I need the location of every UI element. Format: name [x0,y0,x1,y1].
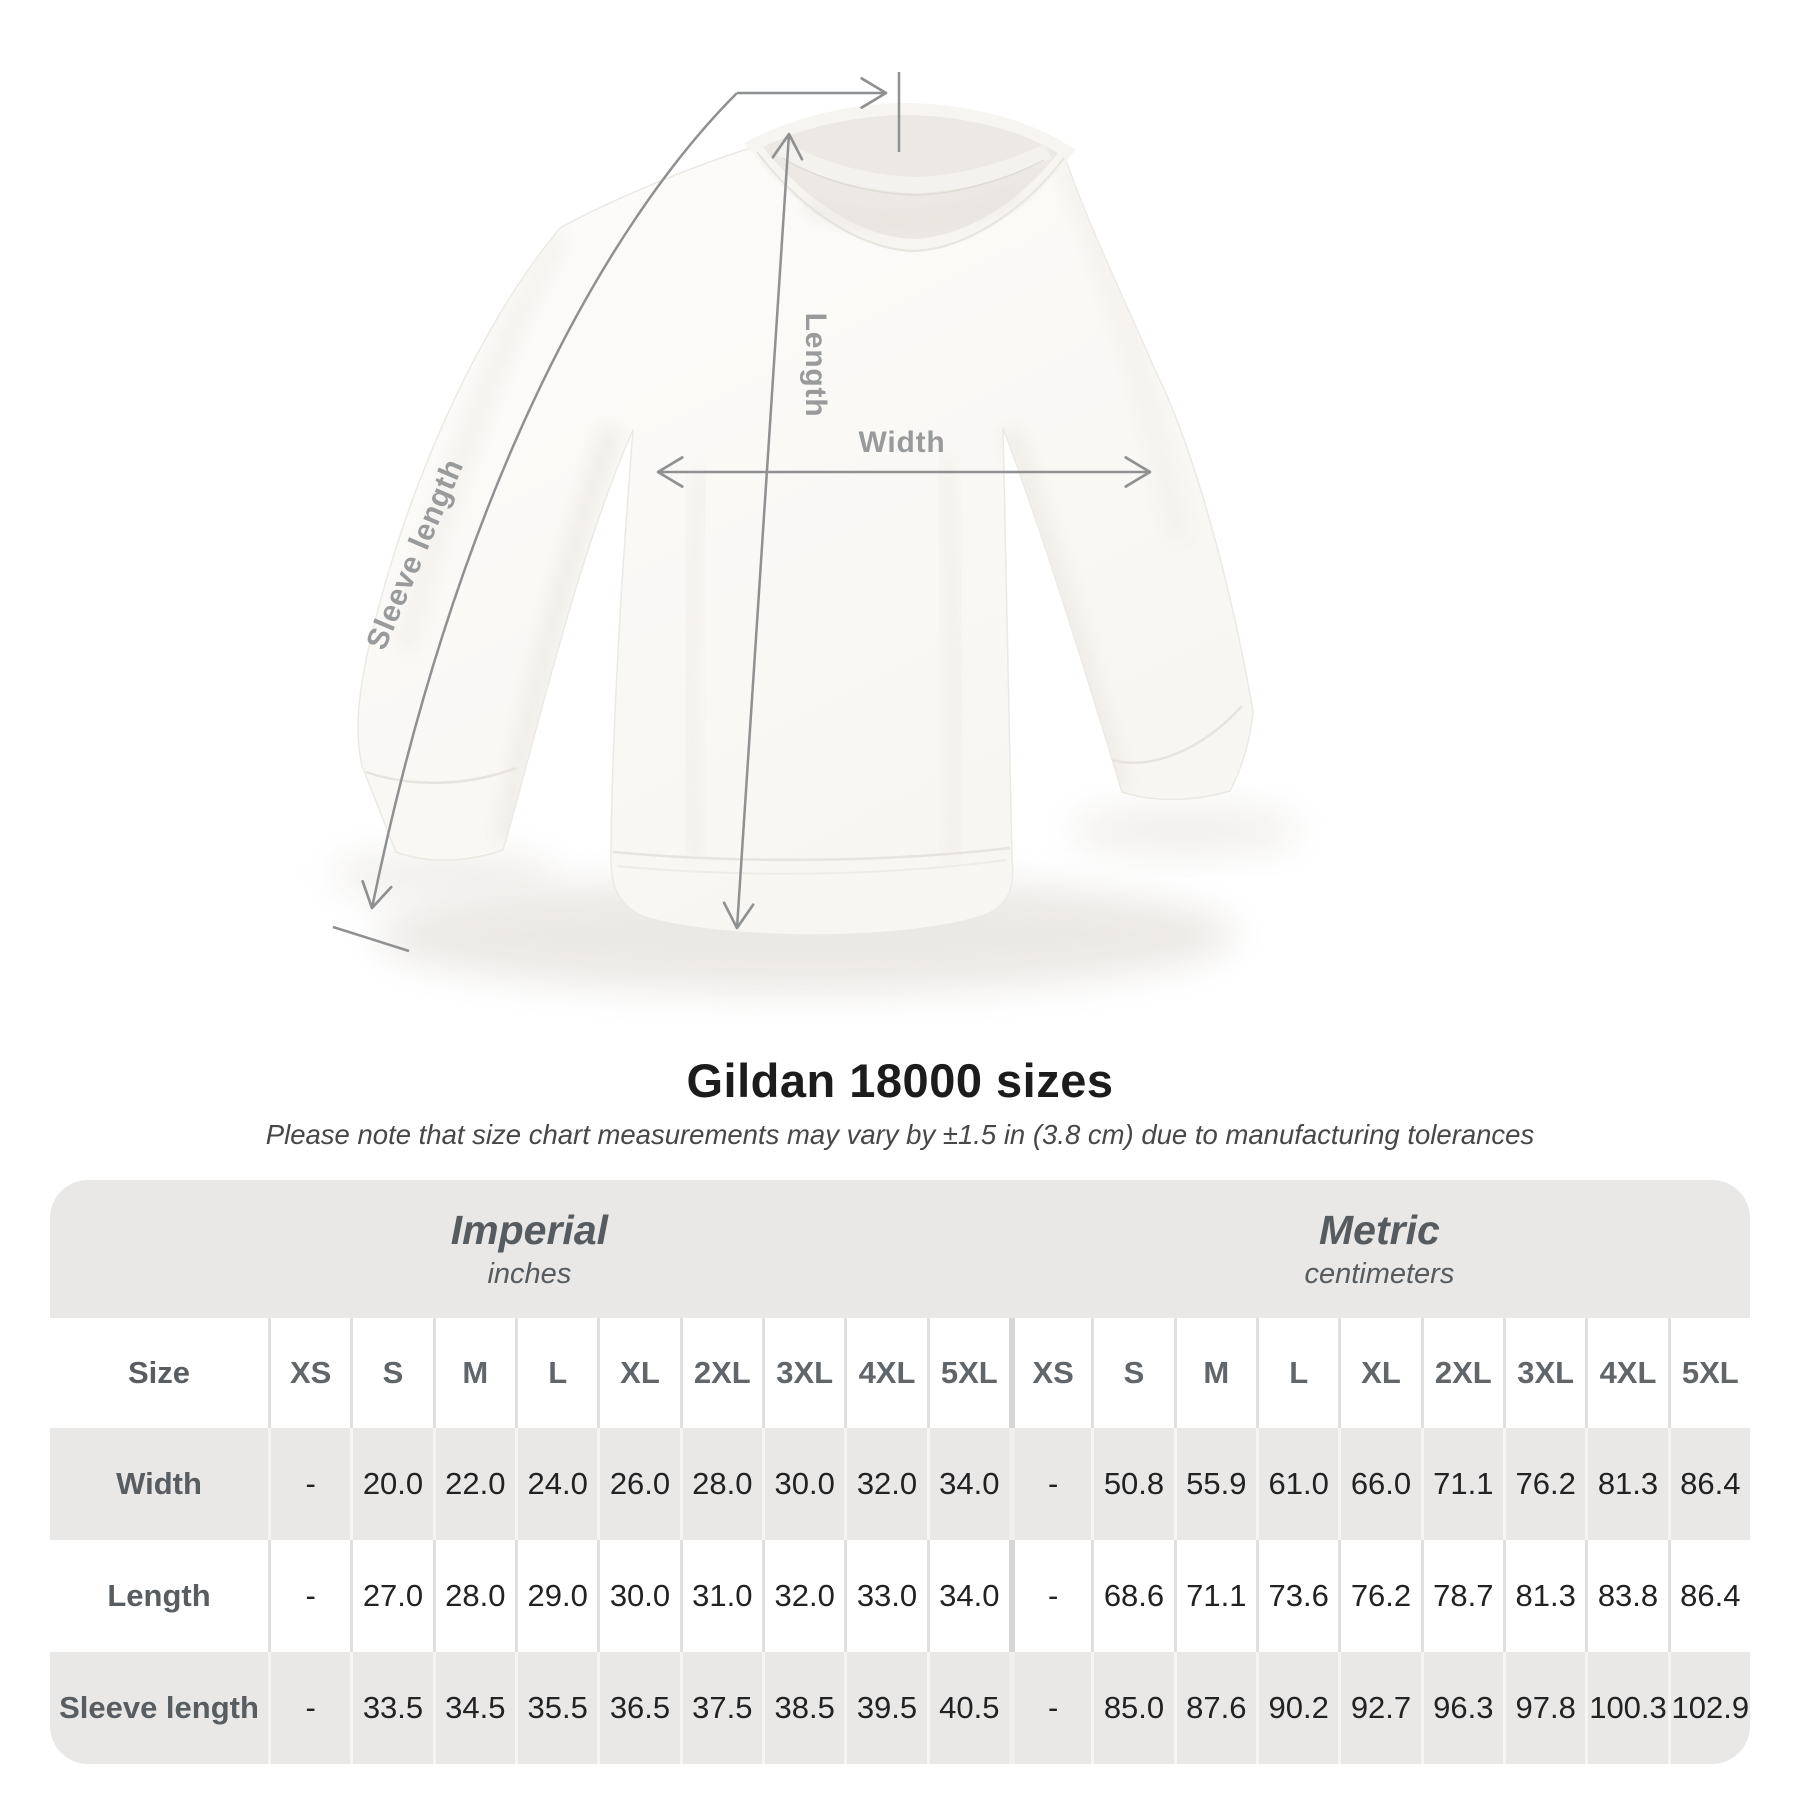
row-label: Sleeve length [59,1690,259,1725]
size-col-header-imperial-xl: XL [597,1318,679,1428]
page-title: Gildan 18000 sizes [686,1054,1114,1107]
sleeve-measure-label: Sleeve length [360,454,471,655]
size-col-header-metric-m: M [1174,1318,1256,1428]
value-cell: 34.5 [433,1652,515,1764]
value-cell: - [1009,1428,1091,1540]
value-cell: 35.5 [515,1652,597,1764]
size-col-header-imperial-s: S [350,1318,432,1428]
value-cell: 24.0 [515,1428,597,1540]
value-cell: 30.0 [597,1540,679,1652]
value-cell: - [1009,1652,1091,1764]
value-cell: 36.5 [597,1652,679,1764]
value-cell: 50.8 [1091,1428,1173,1540]
value-cell: 102.9 [1668,1652,1750,1764]
tolerance-note: Please note that size chart measurements may vary by ±1.5 in (3.8 cm) due to manufacturing tolerances [265,1119,1535,1150]
size-col-header-imperial-5xl: 5XL [927,1318,1009,1428]
size-column-header: Size [127,1355,191,1390]
value-cell: 28.0 [680,1428,762,1540]
value-cell: 34.0 [927,1428,1009,1540]
size-table-row [50,1540,1750,1652]
size-col-header-metric-2xl: 2XL [1421,1318,1503,1428]
value-cell: 34.0 [927,1540,1009,1652]
size-table-row [50,1652,1750,1764]
value-cell: 92.7 [1338,1652,1420,1764]
size-col-header-metric-xl: XL [1338,1318,1420,1428]
value-cell: 86.4 [1668,1540,1750,1652]
value-cell: 96.3 [1421,1652,1503,1764]
size-col-header-imperial-m: M [433,1318,515,1428]
size-col-header-metric-3xl: 3XL [1503,1318,1585,1428]
value-cell: 76.2 [1503,1428,1585,1540]
length-measure-label: Length [799,312,832,418]
value-cell: 90.2 [1256,1652,1338,1764]
size-table-row [50,1428,1750,1540]
size-col-header-metric-s: S [1091,1318,1173,1428]
unit-group-band [50,1180,1750,1318]
size-col-header-imperial-3xl: 3XL [762,1318,844,1428]
value-cell: 39.5 [844,1652,926,1764]
value-cell: 85.0 [1091,1652,1173,1764]
value-cell: 97.8 [1503,1652,1585,1764]
size-col-header-imperial-2xl: 2XL [680,1318,762,1428]
size-col-header-metric-l: L [1256,1318,1338,1428]
value-cell: 68.6 [1091,1540,1173,1652]
value-cell: 26.0 [597,1428,679,1540]
value-cell: - [268,1540,350,1652]
value-cell: 31.0 [680,1540,762,1652]
value-cell: 83.8 [1585,1540,1667,1652]
size-col-header-metric-xs: XS [1009,1318,1091,1428]
value-cell: - [1009,1540,1091,1652]
imperial-group-title: Imperial [450,1207,609,1253]
value-cell: 29.0 [515,1540,597,1652]
value-cell: 76.2 [1338,1540,1420,1652]
size-col-header-imperial-xs: XS [268,1318,350,1428]
value-cell: 32.0 [844,1428,926,1540]
value-cell: 86.4 [1668,1428,1750,1540]
row-label: Width [116,1466,202,1501]
imperial-group-header [50,1180,1009,1318]
value-cell: 38.5 [762,1652,844,1764]
value-cell: 28.0 [433,1540,515,1652]
size-col-header-imperial-l: L [515,1318,597,1428]
metric-group-unit: centimeters [1304,1258,1455,1290]
value-cell: 55.9 [1174,1428,1256,1540]
size-table [50,1180,1750,1764]
row-label: Length [107,1578,211,1613]
size-table-body [50,1428,1750,1764]
value-cell: - [268,1428,350,1540]
value-cell: 71.1 [1421,1428,1503,1540]
size-header-row [50,1318,1750,1428]
value-cell: 78.7 [1421,1540,1503,1652]
value-cell: 22.0 [433,1428,515,1540]
value-cell: 32.0 [762,1540,844,1652]
value-cell: 73.6 [1256,1540,1338,1652]
value-cell: 30.0 [762,1428,844,1540]
value-cell: 81.3 [1585,1428,1667,1540]
value-cell: 27.0 [350,1540,432,1652]
value-cell: 71.1 [1174,1540,1256,1652]
value-cell: 40.5 [927,1652,1009,1764]
value-cell: 20.0 [350,1428,432,1540]
value-cell: 33.5 [350,1652,432,1764]
size-col-header-imperial-4xl: 4XL [844,1318,926,1428]
value-cell: 87.6 [1174,1652,1256,1764]
value-cell: 100.3 [1585,1652,1667,1764]
value-cell: 33.0 [844,1540,926,1652]
value-cell: 81.3 [1503,1540,1585,1652]
value-cell: 37.5 [680,1652,762,1764]
metric-group-title: Metric [1319,1207,1440,1253]
value-cell: 61.0 [1256,1428,1338,1540]
metric-group-header [1009,1180,1750,1318]
value-cell: 66.0 [1338,1428,1420,1540]
width-measure-label: Width [858,426,946,459]
size-col-header-metric-4xl: 4XL [1585,1318,1667,1428]
size-col-header-metric-5xl: 5XL [1668,1318,1750,1428]
imperial-group-unit: inches [487,1258,572,1290]
value-cell: - [268,1652,350,1764]
